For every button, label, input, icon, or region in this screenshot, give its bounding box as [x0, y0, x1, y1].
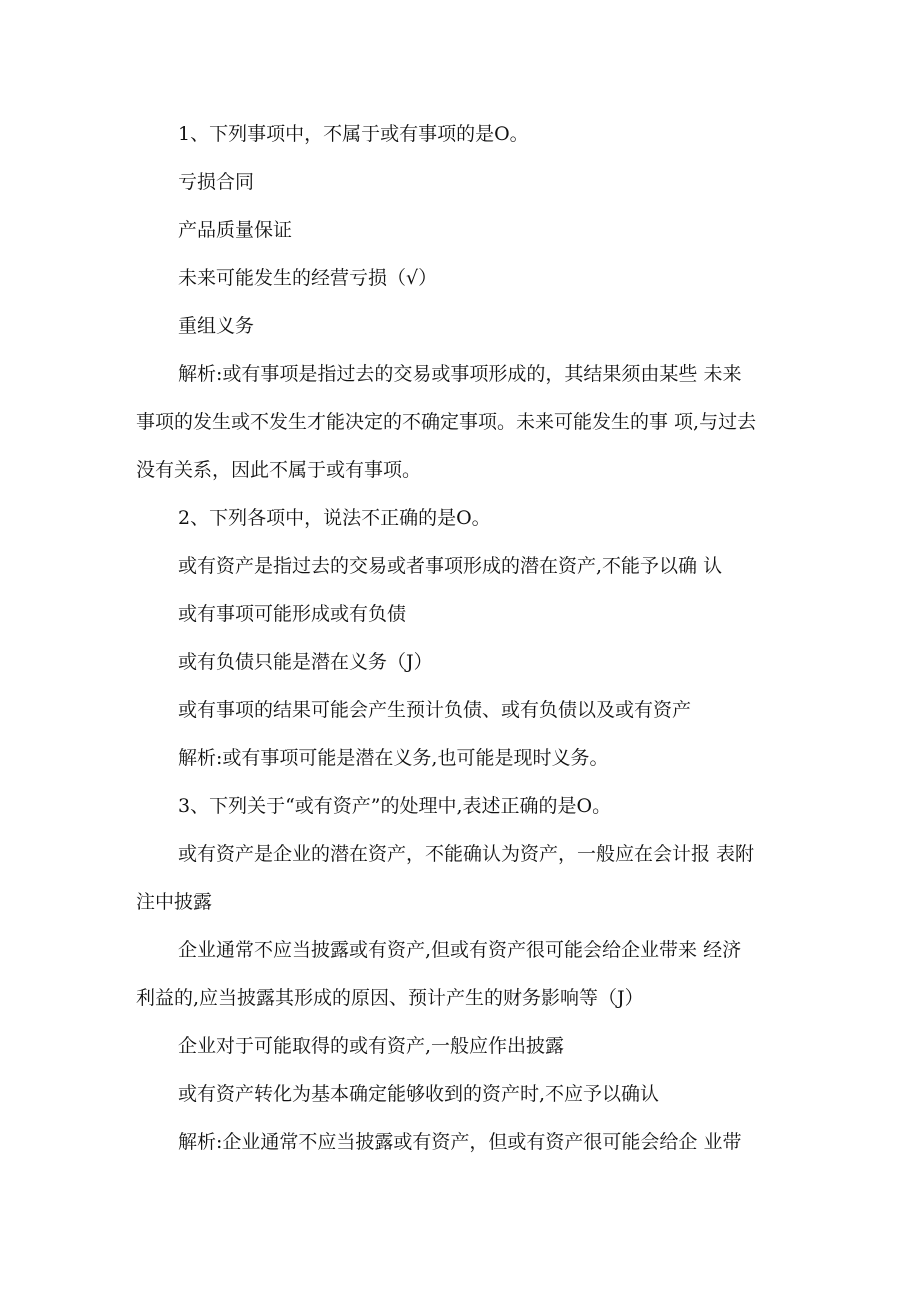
q2-analysis: 解析:或有事项可能是潜在义务,也可能是现时义务。 — [178, 747, 609, 769]
q1-option-b: 产品质量保证 — [178, 219, 293, 241]
q2-option-a: 或有资产是指过去的交易或者事项形成的潜在资产,不能予以确 认 — [178, 555, 723, 577]
q2-option-b: 或有事项可能形成或有负债 — [178, 603, 407, 625]
q3-option-d: 或有资产转化为基本确定能够收到的资产时,不应予以确认 — [178, 1083, 660, 1105]
q2-option-c: 或有负债只能是潜在义务（J） — [178, 651, 433, 673]
q1-analysis-line-1: 解析:或有事项是指过去的交易或事项形成的，其结果须由某些 未来 — [178, 363, 742, 385]
q1-question: 1、下列事项中，不属于或有事项的是O。 — [178, 123, 529, 145]
q3-option-a-line-2: 注中披露 — [136, 891, 213, 913]
q1-option-a: 亏损合同 — [178, 171, 255, 193]
q2-option-d: 或有事项的结果可能会产生预计负债、或有负债以及或有资产 — [178, 699, 692, 721]
q3-analysis: 解析:企业通常不应当披露或有资产，但或有资产很可能会给企 业带 — [178, 1131, 742, 1153]
q1-analysis-line-2: 事项的发生或不发生才能决定的不确定事项。未来可能发生的事 项,与过去 — [136, 411, 757, 433]
q3-option-c: 企业对于可能取得的或有资产,一般应作出披露 — [178, 1035, 565, 1057]
q1-option-c: 未来可能发生的经营亏损（√） — [178, 267, 438, 289]
q1-analysis-line-3: 没有关系，因此不属于或有事项。 — [136, 459, 422, 481]
q2-question: 2、下列各项中，说法不正确的是O。 — [178, 507, 491, 529]
q3-question: 3、下列关于“或有资产”的处理中,表述正确的是O。 — [178, 795, 612, 817]
q1-option-d: 重组义务 — [178, 315, 255, 337]
q3-option-a-line-1: 或有资产是企业的潜在资产，不能确认为资产，一般应在会计报 表附 — [178, 843, 755, 865]
q3-option-b-line-1: 企业通常不应当披露或有资产,但或有资产很可能会给企业带来 经济 — [178, 939, 742, 961]
q3-option-b-line-2: 利益的,应当披露其形成的原因、预计产生的财务影响等（J） — [136, 987, 644, 1009]
